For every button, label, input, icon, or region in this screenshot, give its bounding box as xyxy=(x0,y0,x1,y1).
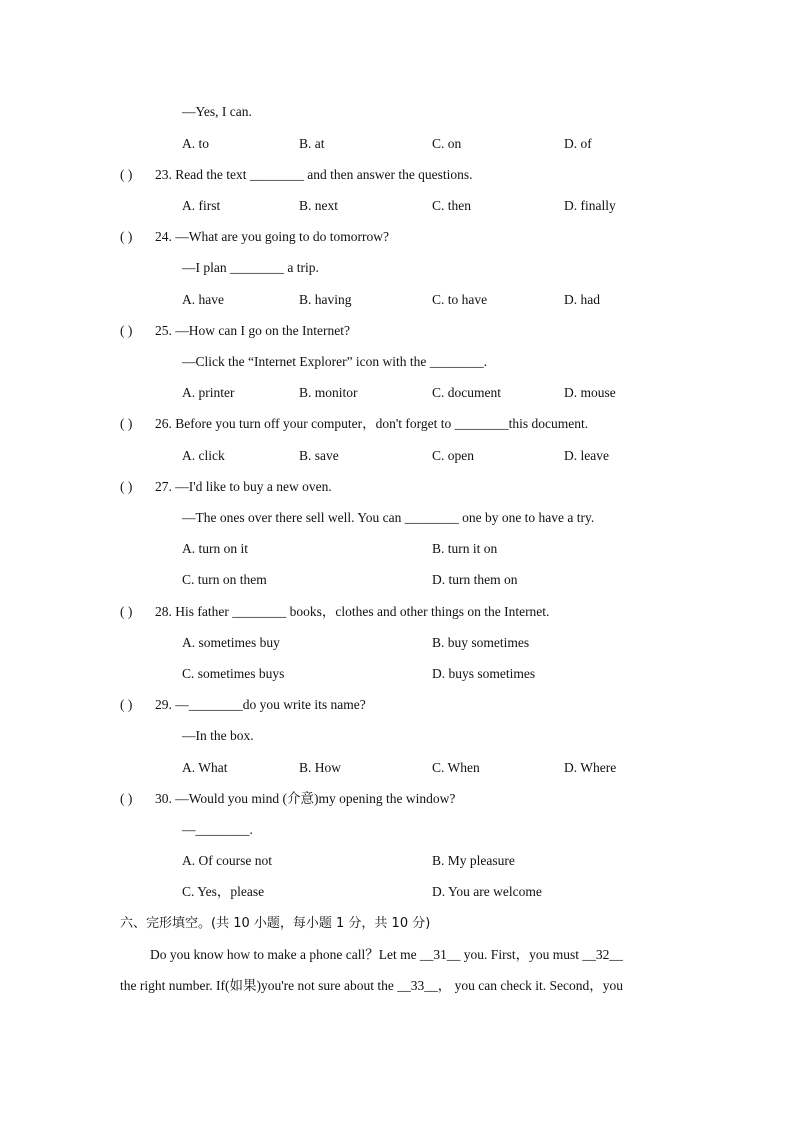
q26-option-d: D. leave xyxy=(564,448,609,463)
section-heading: 六、完形填空。(共 10 小题，每小题 1 分，共 10 分) xyxy=(120,916,431,931)
q22-option-a: A. to xyxy=(182,136,209,151)
q25-option-c: C. document xyxy=(432,385,501,400)
q29-option-b: B. How xyxy=(299,760,342,775)
q27-option-c: C. turn on them xyxy=(182,572,267,587)
q23-option-a: A. first xyxy=(182,198,221,213)
q28-option-d: D. buys sometimes xyxy=(432,666,536,681)
q23-option-b: B. next xyxy=(299,198,338,213)
q24-option-a: A. have xyxy=(182,292,224,307)
q23-option-d: D. finally xyxy=(564,198,616,213)
q22-option-d: D. of xyxy=(564,136,592,151)
q27-option-a: A. turn on it xyxy=(182,541,248,556)
q28-option-a: A. sometimes buy xyxy=(182,635,280,650)
q25-answer-paren: ( ) xyxy=(120,323,133,338)
q24-line2: —I plan ________ a trip. xyxy=(182,260,319,275)
q23-answer-paren: ( ) xyxy=(120,167,133,182)
q28-answer-paren: ( ) xyxy=(120,604,133,619)
q30-option-a: A. Of course not xyxy=(182,853,272,868)
q22-option-b: B. at xyxy=(299,136,325,151)
q25-option-a: A. printer xyxy=(182,385,235,400)
q27-option-b: B. turn it on xyxy=(432,541,498,556)
q29-line2: —In the box. xyxy=(182,728,254,743)
cloze-paragraph-line-2: the right number. If(如果)you're not sure about the __33__， you can check it. Second，you xyxy=(120,978,623,993)
q25-stem: 25. —How can I go on the Internet? xyxy=(155,323,350,338)
cloze-paragraph-line-1: Do you know how to make a phone call？Let me __31__ you. First，you must __32__ xyxy=(150,947,623,962)
q26-stem: 26. Before you turn off your computer，don't forget to ________this document. xyxy=(155,416,589,431)
q27-stem: 27. —I'd like to buy a new oven. xyxy=(155,479,332,494)
q28-option-b: B. buy sometimes xyxy=(432,635,530,650)
q27-line2: —The ones over there sell well. You can ________ one by one to have a try. xyxy=(182,510,595,525)
q26-option-b: B. save xyxy=(299,448,339,463)
q23-stem: 23. Read the text ________ and then answer the questions. xyxy=(155,167,473,182)
q30-option-d: D. You are welcome xyxy=(432,884,542,899)
q24-option-b: B. having xyxy=(299,292,352,307)
q30-option-c: C. Yes，please xyxy=(182,884,265,899)
q23-option-c: C. then xyxy=(432,198,471,213)
q25-option-d: D. mouse xyxy=(564,385,616,400)
q29-answer-paren: ( ) xyxy=(120,697,133,712)
q30-line2: —________. xyxy=(182,822,253,837)
q24-option-c: C. to have xyxy=(432,292,488,307)
q30-stem: 30. —Would you mind (介意)my opening the window? xyxy=(155,791,456,806)
q22-answer-line: —Yes, I can. xyxy=(182,104,252,119)
q29-option-a: A. What xyxy=(182,760,228,775)
q25-line2: —Click the “Internet Explorer” icon with the ________. xyxy=(182,354,488,369)
q27-answer-paren: ( ) xyxy=(120,479,133,494)
q30-option-b: B. My pleasure xyxy=(432,853,515,868)
q26-answer-paren: ( ) xyxy=(120,416,133,431)
q26-option-a: A. click xyxy=(182,448,225,463)
q30-answer-paren: ( ) xyxy=(120,791,133,806)
q24-stem: 24. —What are you going to do tomorrow? xyxy=(155,229,389,244)
q24-answer-paren: ( ) xyxy=(120,229,133,244)
q29-stem: 29. —________do you write its name? xyxy=(155,697,366,712)
q28-option-c: C. sometimes buys xyxy=(182,666,285,681)
q26-option-c: C. open xyxy=(432,448,474,463)
q27-option-d: D. turn them on xyxy=(432,572,518,587)
q29-option-d: D. Where xyxy=(564,760,617,775)
q24-option-d: D. had xyxy=(564,292,600,307)
q25-option-b: B. monitor xyxy=(299,385,358,400)
q29-option-c: C. When xyxy=(432,760,480,775)
q28-stem: 28. His father ________ books，clothes and other things on the Internet. xyxy=(155,604,550,619)
q22-option-c: C. on xyxy=(432,136,462,151)
